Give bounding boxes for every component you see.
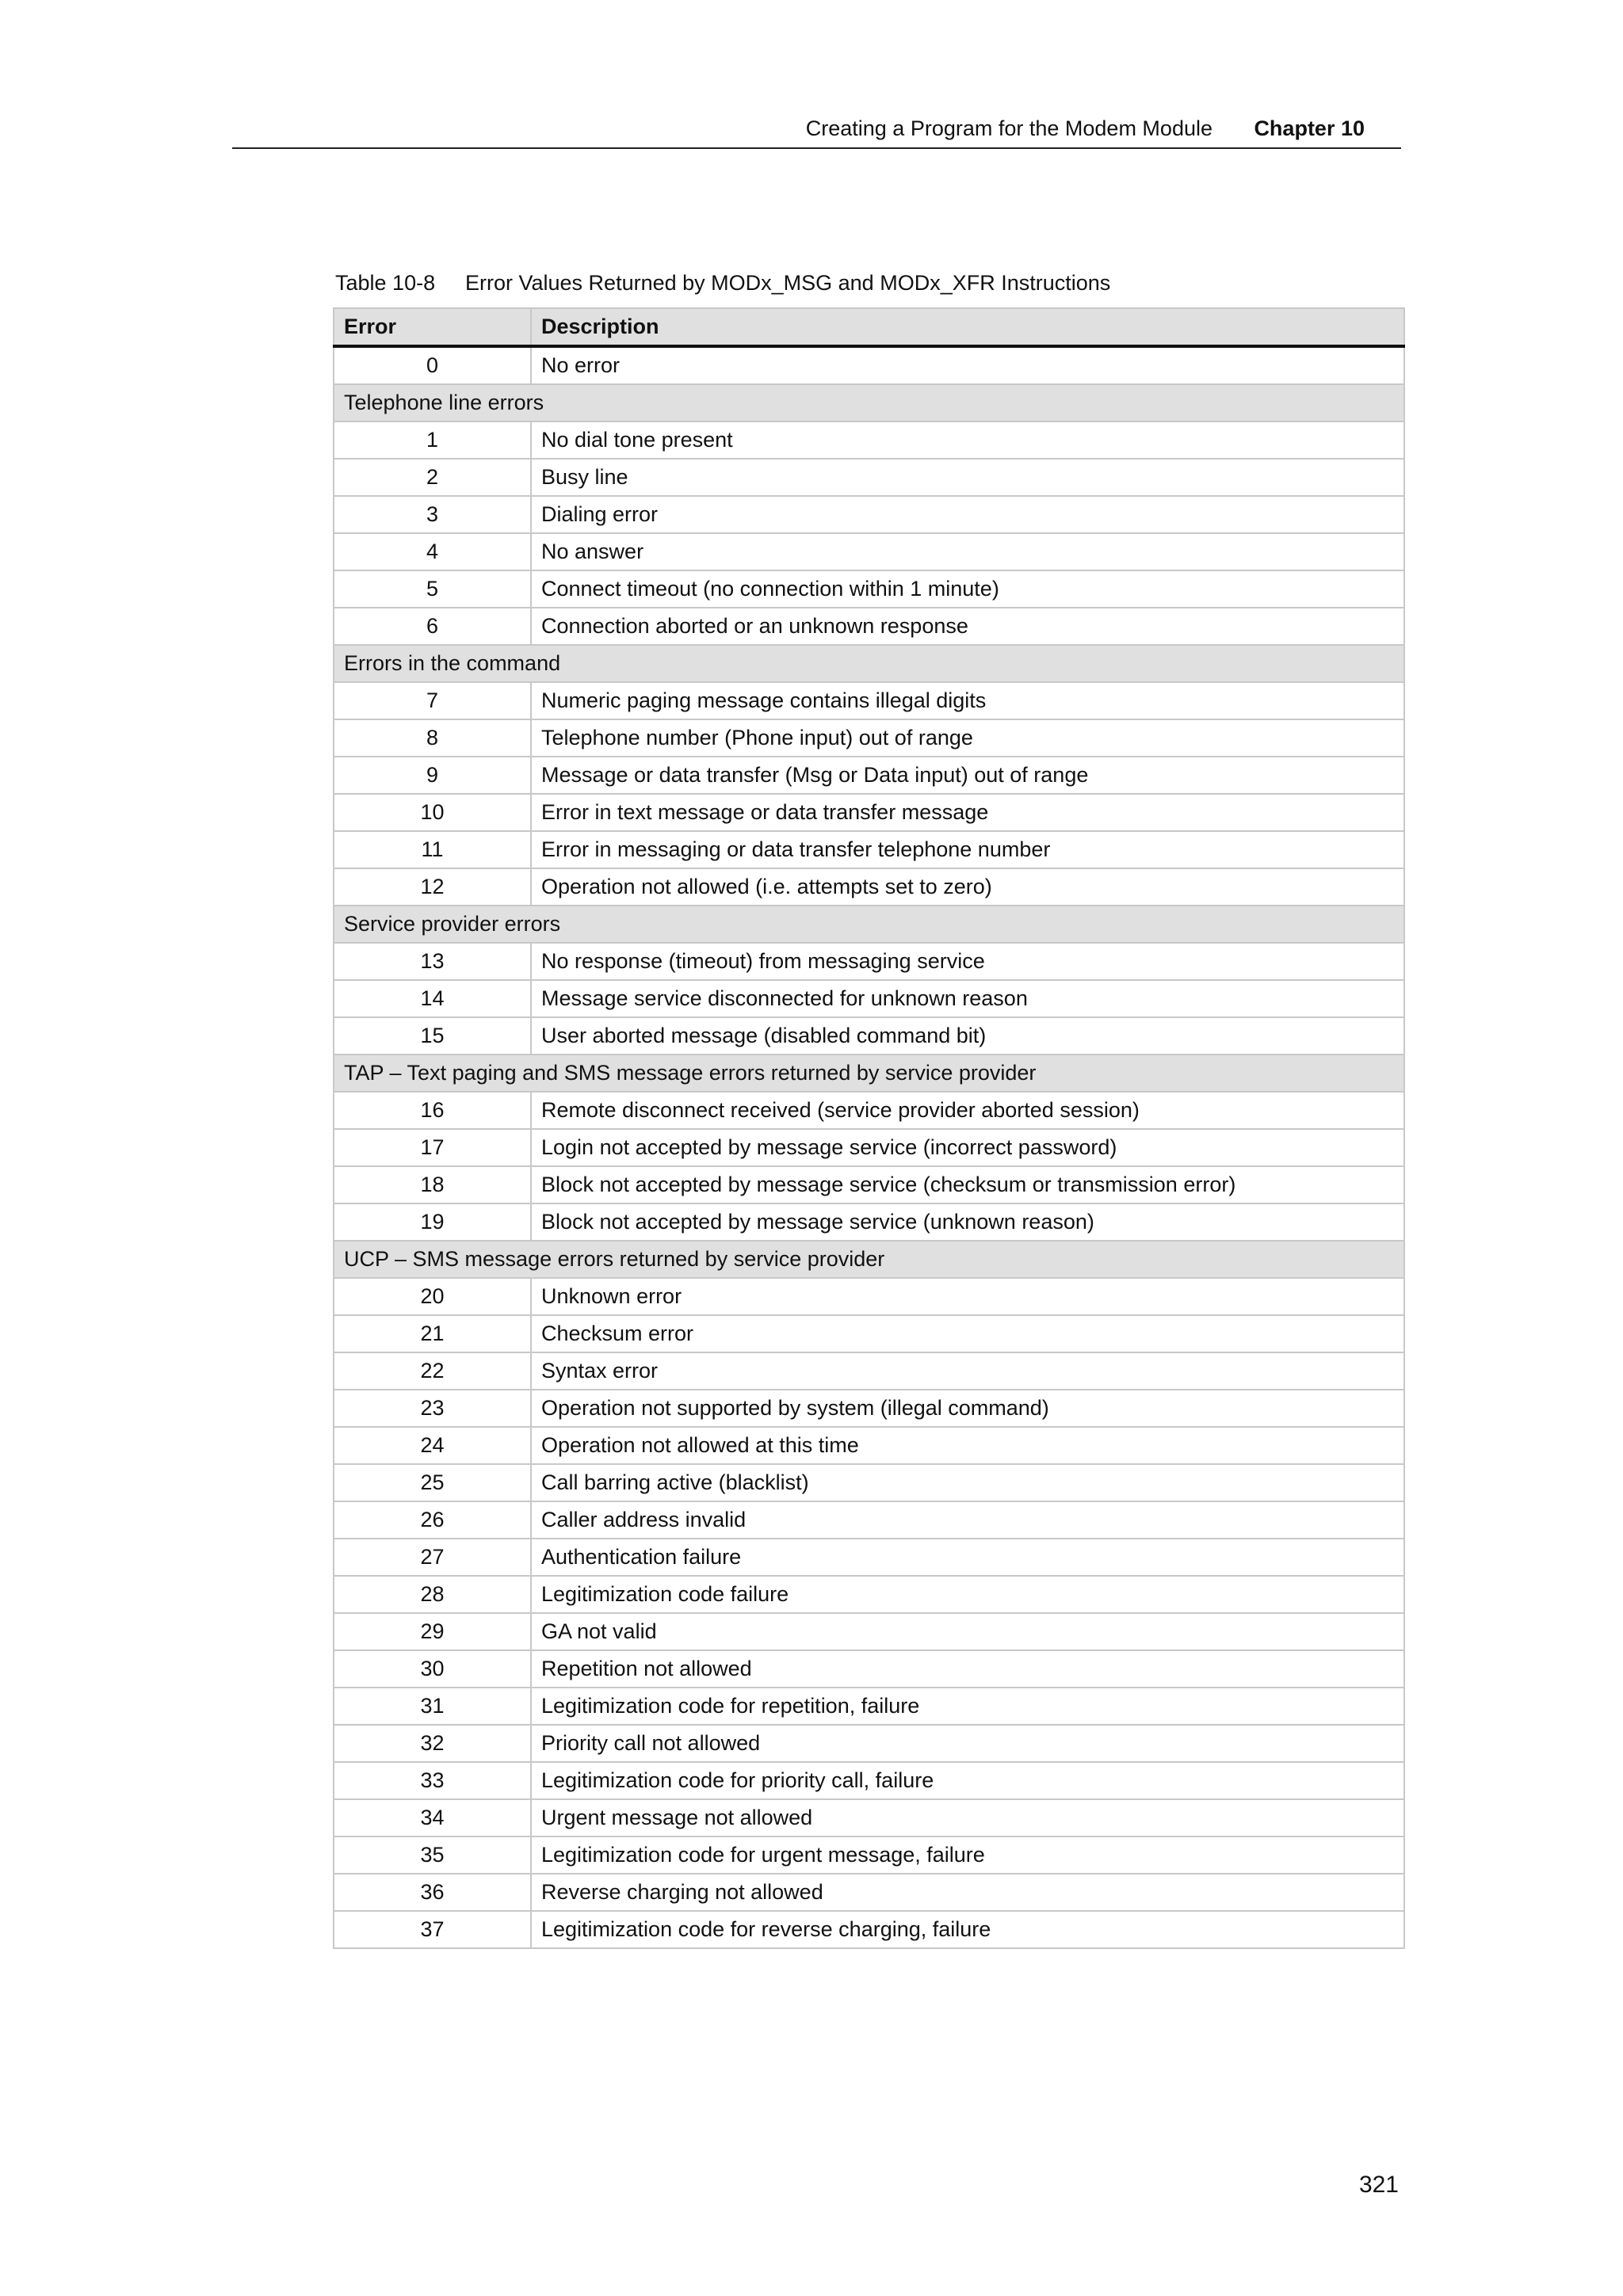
group-label: Telephone line errors bbox=[334, 384, 1404, 421]
table-row bbox=[334, 533, 1404, 570]
error-code-cell: 6 bbox=[334, 608, 531, 645]
table-row bbox=[334, 1539, 1404, 1576]
table-group-row bbox=[334, 645, 1404, 682]
page-number: 321 bbox=[1358, 2172, 1399, 2198]
group-label: UCP – SMS message errors returned by service provider bbox=[334, 1241, 1404, 1278]
error-description-cell: Legitimization code failure bbox=[531, 1576, 1404, 1613]
table-row bbox=[334, 346, 1404, 384]
error-code-cell: 9 bbox=[334, 757, 531, 794]
table-row bbox=[334, 570, 1404, 608]
table-row bbox=[334, 1836, 1404, 1874]
table-row bbox=[334, 608, 1404, 645]
table-caption bbox=[335, 269, 1110, 297]
table-row bbox=[334, 1911, 1404, 1948]
table-group-row bbox=[334, 384, 1404, 421]
table-row bbox=[334, 1315, 1404, 1352]
table-row bbox=[334, 1390, 1404, 1427]
table-row bbox=[334, 1092, 1404, 1129]
error-code-cell: 16 bbox=[334, 1092, 531, 1129]
error-code-cell: 10 bbox=[334, 794, 531, 831]
table-group-row bbox=[334, 906, 1404, 943]
error-description-cell: Telephone number (Phone input) out of range bbox=[531, 719, 1404, 757]
table-row bbox=[334, 980, 1404, 1017]
error-code-cell: 14 bbox=[334, 980, 531, 1017]
table-group-row bbox=[334, 1055, 1404, 1092]
error-values-table bbox=[333, 307, 1405, 1949]
error-description-cell: No dial tone present bbox=[531, 421, 1404, 459]
error-code-cell: 0 bbox=[334, 346, 531, 384]
table-row bbox=[334, 868, 1404, 906]
error-description-cell: Authentication failure bbox=[531, 1539, 1404, 1576]
table-row bbox=[334, 1278, 1404, 1315]
error-description-cell: Login not accepted by message service (incorrect password) bbox=[531, 1129, 1404, 1166]
table-row bbox=[334, 1017, 1404, 1055]
table-header-row bbox=[334, 308, 1404, 346]
error-description-cell: Connection aborted or an unknown response bbox=[531, 608, 1404, 645]
table-row bbox=[334, 1799, 1404, 1836]
error-code-cell: 11 bbox=[334, 831, 531, 868]
table-row bbox=[334, 1166, 1404, 1203]
error-code-cell: 35 bbox=[334, 1836, 531, 1874]
error-code-cell: 8 bbox=[334, 719, 531, 757]
table-row bbox=[334, 943, 1404, 980]
error-code-cell: 34 bbox=[334, 1799, 531, 1836]
error-code-cell: 37 bbox=[334, 1911, 531, 1948]
error-description-cell: Numeric paging message contains illegal digits bbox=[531, 682, 1404, 719]
error-code-cell: 12 bbox=[334, 868, 531, 906]
error-description-cell: GA not valid bbox=[531, 1613, 1404, 1650]
error-description-cell: Repetition not allowed bbox=[531, 1650, 1404, 1688]
table-row bbox=[334, 421, 1404, 459]
error-description-cell: Operation not allowed at this time bbox=[531, 1427, 1404, 1464]
table-row bbox=[334, 1725, 1404, 1762]
error-code-cell: 28 bbox=[334, 1576, 531, 1613]
table-group-row bbox=[334, 1241, 1404, 1278]
error-description-cell: Priority call not allowed bbox=[531, 1725, 1404, 1762]
error-description-cell: Message service disconnected for unknown reason bbox=[531, 980, 1404, 1017]
table-row bbox=[334, 496, 1404, 533]
table-row bbox=[334, 459, 1404, 496]
error-code-cell: 17 bbox=[334, 1129, 531, 1166]
error-code-cell: 20 bbox=[334, 1278, 531, 1315]
error-code-cell: 1 bbox=[334, 421, 531, 459]
error-description-cell: Urgent message not allowed bbox=[531, 1799, 1404, 1836]
table-row bbox=[334, 1688, 1404, 1725]
error-description-cell: Dialing error bbox=[531, 496, 1404, 533]
table-caption-label: Table 10-8 bbox=[335, 271, 436, 295]
error-code-cell: 33 bbox=[334, 1762, 531, 1799]
error-description-cell: Error in messaging or data transfer telephone number bbox=[531, 831, 1404, 868]
error-description-cell: Block not accepted by message service (checksum or transmission error) bbox=[531, 1166, 1404, 1203]
error-description-cell: Error in text message or data transfer message bbox=[531, 794, 1404, 831]
table-caption-title: Error Values Returned by MODx_MSG and MODx_XFR Instructions bbox=[465, 271, 1111, 295]
error-code-cell: 18 bbox=[334, 1166, 531, 1203]
error-description-cell: Connect timeout (no connection within 1 minute) bbox=[531, 570, 1404, 608]
error-description-cell: No error bbox=[531, 346, 1404, 384]
error-code-cell: 25 bbox=[334, 1464, 531, 1501]
error-code-cell: 30 bbox=[334, 1650, 531, 1688]
error-description-cell: Operation not supported by system (illegal command) bbox=[531, 1390, 1404, 1427]
table-row bbox=[334, 1576, 1404, 1613]
error-code-cell: 7 bbox=[334, 682, 531, 719]
table-row bbox=[334, 1352, 1404, 1390]
group-label: Service provider errors bbox=[334, 906, 1404, 943]
table-row bbox=[334, 1650, 1404, 1688]
error-description-cell: User aborted message (disabled command bit) bbox=[531, 1017, 1404, 1055]
error-code-cell: 31 bbox=[334, 1688, 531, 1725]
error-code-cell: 23 bbox=[334, 1390, 531, 1427]
error-code-cell: 36 bbox=[334, 1874, 531, 1911]
column-header-error: Error bbox=[334, 308, 531, 346]
error-description-cell: Unknown error bbox=[531, 1278, 1404, 1315]
error-code-cell: 19 bbox=[334, 1203, 531, 1241]
table-row bbox=[334, 1427, 1404, 1464]
error-code-cell: 3 bbox=[334, 496, 531, 533]
error-description-cell: Call barring active (blacklist) bbox=[531, 1464, 1404, 1501]
table-row bbox=[334, 831, 1404, 868]
table-row bbox=[334, 1464, 1404, 1501]
table-row bbox=[334, 1501, 1404, 1539]
table-row bbox=[334, 1613, 1404, 1650]
error-code-cell: 27 bbox=[334, 1539, 531, 1576]
error-code-cell: 32 bbox=[334, 1725, 531, 1762]
table-row bbox=[334, 1762, 1404, 1799]
error-description-cell: Message or data transfer (Msg or Data input) out of range bbox=[531, 757, 1404, 794]
group-label: TAP – Text paging and SMS message errors returned by service provider bbox=[334, 1055, 1404, 1092]
error-code-cell: 22 bbox=[334, 1352, 531, 1390]
error-description-cell: Block not accepted by message service (unknown reason) bbox=[531, 1203, 1404, 1241]
error-code-cell: 2 bbox=[334, 459, 531, 496]
running-header bbox=[232, 114, 1401, 149]
error-description-cell: Legitimization code for urgent message, failure bbox=[531, 1836, 1404, 1874]
error-description-cell: Syntax error bbox=[531, 1352, 1404, 1390]
error-description-cell: Checksum error bbox=[531, 1315, 1404, 1352]
error-description-cell: Legitimization code for reverse charging, failure bbox=[531, 1911, 1404, 1948]
error-code-cell: 15 bbox=[334, 1017, 531, 1055]
error-description-cell: Legitimization code for priority call, failure bbox=[531, 1762, 1404, 1799]
error-code-cell: 29 bbox=[334, 1613, 531, 1650]
error-description-cell: Remote disconnect received (service provider aborted session) bbox=[531, 1092, 1404, 1129]
table-row bbox=[334, 1129, 1404, 1166]
table-row bbox=[334, 682, 1404, 719]
header-title: Creating a Program for the Modem Module bbox=[805, 116, 1212, 140]
error-description-cell: Reverse charging not allowed bbox=[531, 1874, 1404, 1911]
table-row bbox=[334, 1874, 1404, 1911]
table-body bbox=[334, 346, 1404, 1948]
error-description-cell: Legitimization code for repetition, failure bbox=[531, 1688, 1404, 1725]
error-code-cell: 26 bbox=[334, 1501, 531, 1539]
error-code-cell: 24 bbox=[334, 1427, 531, 1464]
column-header-description: Description bbox=[531, 308, 1404, 346]
header-chapter: Chapter 10 bbox=[1254, 116, 1365, 140]
error-description-cell: Operation not allowed (i.e. attempts set to zero) bbox=[531, 868, 1404, 906]
table-row bbox=[334, 719, 1404, 757]
group-label: Errors in the command bbox=[334, 645, 1404, 682]
error-code-cell: 5 bbox=[334, 570, 531, 608]
error-description-cell: Busy line bbox=[531, 459, 1404, 496]
error-code-cell: 21 bbox=[334, 1315, 531, 1352]
table-row bbox=[334, 794, 1404, 831]
error-description-cell: Caller address invalid bbox=[531, 1501, 1404, 1539]
error-description-cell: No response (timeout) from messaging service bbox=[531, 943, 1404, 980]
table-row bbox=[334, 757, 1404, 794]
error-code-cell: 13 bbox=[334, 943, 531, 980]
error-code-cell: 4 bbox=[334, 533, 531, 570]
table-row bbox=[334, 1203, 1404, 1241]
error-description-cell: No answer bbox=[531, 533, 1404, 570]
